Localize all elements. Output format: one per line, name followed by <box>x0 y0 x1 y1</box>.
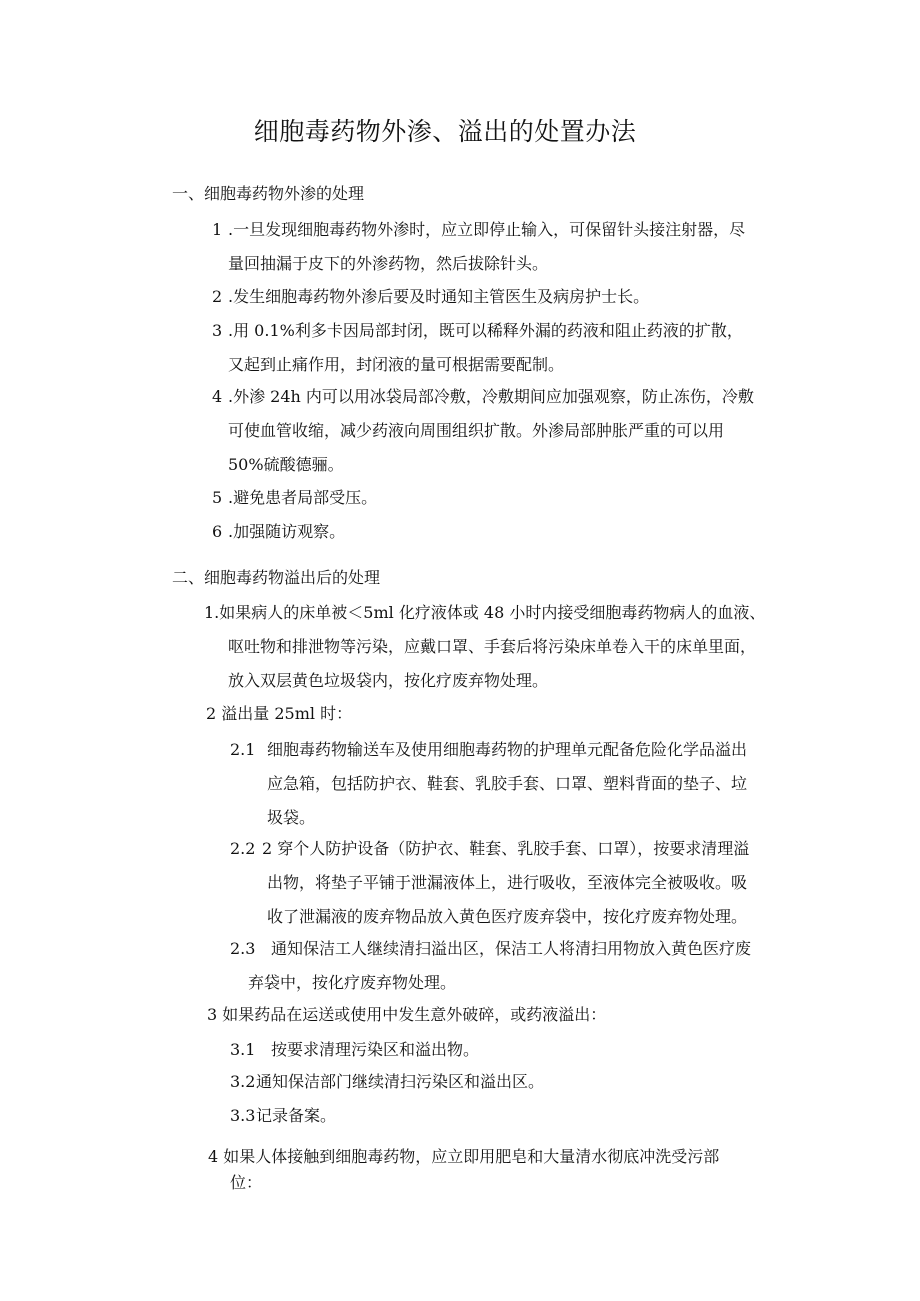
item-line: 1 .一旦发现细胞毒药物外渗时，应立即停止输入，可保留针头接注射器，尽 <box>212 220 746 239</box>
item-line: 3.3记录备案。 <box>230 1106 337 1125</box>
section-1-item-1 <box>212 219 745 275</box>
item-line: 收了泄漏液的废弃物品放入黄色医疗废弃袋中，按化疗废弃物处理。 <box>267 907 748 926</box>
item-line: 2.1 细胞毒药物输送车及使用细胞毒药物的护理单元配备危险化学品溢出 <box>230 740 748 759</box>
item-line: 6 .加强随访观察。 <box>212 522 346 541</box>
item-line: 可使血管收缩，减少药液向周围组织扩散。外渗局部肿胀严重的可以用 <box>228 421 725 440</box>
item-line: 4 .外渗 24h 内可以用冰袋局部冷敷，冷敷期间应加强观察，防止冻伤，冷敷 <box>212 387 754 406</box>
item-line: 50%硫酸德骊。 <box>228 455 344 474</box>
section-1-item-4 <box>212 386 754 476</box>
item-line: 弃袋中，按化疗废弃物处理。 <box>248 973 457 992</box>
section-2-heading: 二、细胞毒药物溢出后的处理 <box>172 568 381 587</box>
item-line: 2.3 通知保洁工人继续清扫溢出区，保洁工人将清扫用物放入黄色医疗废 <box>230 939 752 958</box>
subitem-2-1 <box>230 739 747 829</box>
item-line: 圾袋。 <box>267 808 316 827</box>
item-line: 3.2通知保洁部门继续清扫污染区和溢出区。 <box>230 1072 545 1091</box>
document-title: 细胞毒药物外渗、溢出的处置办法 <box>253 117 637 146</box>
subitem-3-1 <box>230 1039 479 1061</box>
subitem-3-2 <box>230 1071 544 1093</box>
item-line: 3.1 按要求清理污染区和溢出物。 <box>230 1040 480 1059</box>
section-2-item-4 <box>208 1146 719 1194</box>
item-line: 4 如果人体接触到细胞毒药物，应立即用肥皂和大量清水彻底冲洗受污部 <box>208 1147 720 1166</box>
item-line: 3 .用 0.1%利多卡因局部封闭，既可以稀释外漏的药液和阻止药液的扩散， <box>212 321 743 340</box>
section-2-item-3: 3 如果药品在运送或使用中发生意外破碎，或药液溢出： <box>207 1005 607 1024</box>
item-line: 1.如果病人的床单被＜5ml 化疗液体或 48 小时内接受细胞毒药物病人的血液、 <box>204 603 766 622</box>
item-line: 2.2 2 穿个人防护设备（防护衣、鞋套、乳胶手套、口罩），按要求清理溢 <box>230 839 750 858</box>
item-line: 又起到止痛作用，封闭液的量可根据需要配制。 <box>228 355 565 374</box>
item-line: 呕吐物和排泄物等污染，应戴口罩、手套后将污染床单卷入干的床单里面， <box>228 637 757 656</box>
subitem-2-2 <box>230 838 749 928</box>
section-1-item-2 <box>212 286 649 308</box>
section-1-item-5 <box>212 487 377 509</box>
section-2-item-2: 2 溢出量 25ml 时： <box>206 704 353 723</box>
section-2-item-1 <box>204 602 765 692</box>
subitem-2-3 <box>230 938 751 994</box>
item-line: 5 .避免患者局部受压。 <box>212 488 378 507</box>
section-1-item-3 <box>212 320 743 376</box>
item-line: 放入双层黄色垃圾袋内，按化疗废弃物处理。 <box>228 671 549 690</box>
section-1-heading: 一、细胞毒药物外渗的处理 <box>172 184 365 203</box>
item-line: 2 .发生细胞毒药物外渗后要及时通知主管医生及病房护士长。 <box>212 287 650 306</box>
item-line: 出物，将垫子平铺于泄漏液体上，进行吸收，至液体完全被吸收。吸 <box>267 873 748 892</box>
item-line: 量回抽漏于皮下的外渗药物，然后拔除针头。 <box>228 254 549 273</box>
item-line: 应急箱，包括防护衣、鞋套、乳胶手套、口罩、塑料背面的垫子、垃 <box>267 774 748 793</box>
section-1-item-6 <box>212 521 345 543</box>
subitem-3-3 <box>230 1105 336 1127</box>
item-line: 位： <box>230 1173 263 1192</box>
